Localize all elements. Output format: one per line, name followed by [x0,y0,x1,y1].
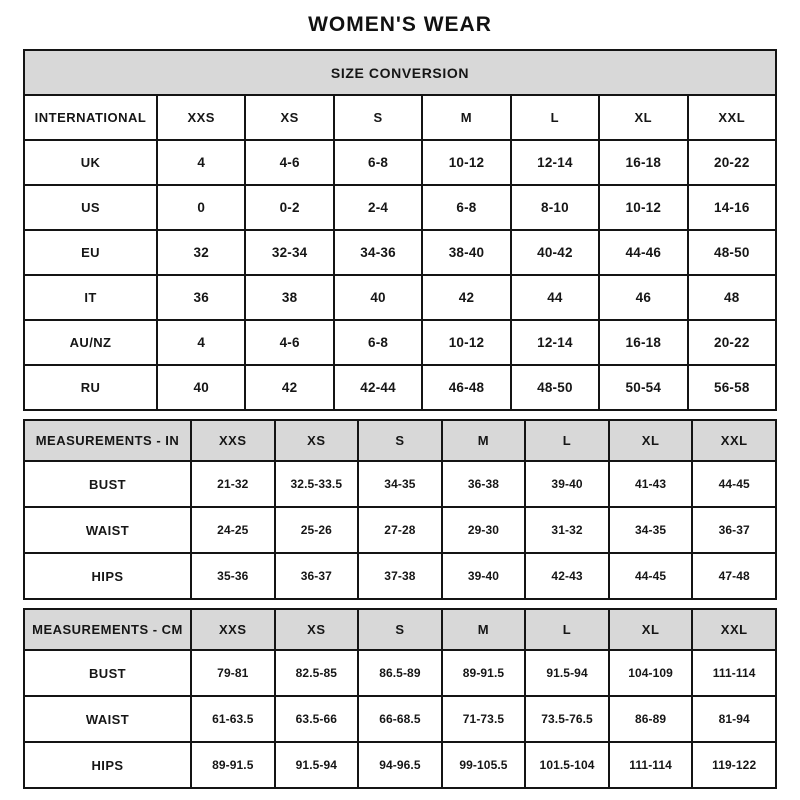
row-label: US [24,185,157,230]
size-cell: 12-14 [511,140,599,185]
measure-cell: 111-114 [609,742,693,788]
table-row-uk [24,140,776,185]
measure-cell: 27-28 [358,507,442,553]
measure-cell: 42-43 [525,553,609,599]
size-cell: 32 [157,230,245,275]
measure-cell: 66-68.5 [358,696,442,742]
row-label: HIPS [24,553,191,599]
row-label: BUST [24,650,191,696]
measure-cell: 34-35 [358,461,442,507]
size-cell: 46-48 [422,365,510,410]
size-cell: 50-54 [599,365,687,410]
size-cell: 6-8 [422,185,510,230]
column-header-m: M [422,95,510,140]
measure-cell: 39-40 [442,553,526,599]
table-row-it [24,275,776,320]
column-header-xl: XL [599,95,687,140]
page-title: WOMEN'S WEAR [308,13,492,36]
measure-cell: 44-45 [609,553,693,599]
table-row-aunz [24,320,776,365]
size-cell: 42 [422,275,510,320]
column-header-xxl: XXL [688,95,776,140]
column-header-international: INTERNATIONAL [24,95,157,140]
size-cell: 0-2 [245,185,333,230]
column-header-xxs: XXS [191,609,275,650]
measure-cell: 34-35 [609,507,693,553]
column-header-xxl: XXL [692,420,776,461]
size-cell: 10-12 [422,140,510,185]
column-header-xxs: XXS [157,95,245,140]
size-cell: 36 [157,275,245,320]
size-cell: 40 [334,275,422,320]
size-cell: 40 [157,365,245,410]
size-cell: 44-46 [599,230,687,275]
measure-cell: 35-36 [191,553,275,599]
measure-cell: 21-32 [191,461,275,507]
measurements-in-header-row [24,420,776,461]
size-cell: 34-36 [334,230,422,275]
size-cell: 14-16 [688,185,776,230]
measurements-cm-table [23,608,777,789]
measure-cell: 41-43 [609,461,693,507]
size-cell: 20-22 [688,320,776,365]
measure-cell: 24-25 [191,507,275,553]
measure-cell: 89-91.5 [191,742,275,788]
row-label: WAIST [24,696,191,742]
measure-cell: 71-73.5 [442,696,526,742]
column-header-xs: XS [275,420,359,461]
row-label: UK [24,140,157,185]
size-guide-sheet [23,0,777,789]
table-row-eu [24,230,776,275]
measure-cell: 44-45 [692,461,776,507]
row-label: EU [24,230,157,275]
size-cell: 38-40 [422,230,510,275]
measure-cell: 91.5-94 [525,650,609,696]
column-header-s: S [358,609,442,650]
size-cell: 56-58 [688,365,776,410]
measure-cell: 89-91.5 [442,650,526,696]
size-cell: 42-44 [334,365,422,410]
measure-cell: 73.5-76.5 [525,696,609,742]
measure-cell: 82.5-85 [275,650,359,696]
column-header-l: L [525,420,609,461]
column-header-l: L [511,95,599,140]
row-label: HIPS [24,742,191,788]
table-row-bust-in [24,461,776,507]
row-label: IT [24,275,157,320]
measure-cell: 111-114 [692,650,776,696]
measure-cell: 81-94 [692,696,776,742]
column-header-xl: XL [609,420,693,461]
size-cell: 20-22 [688,140,776,185]
measure-cell: 47-48 [692,553,776,599]
size-cell: 32-34 [245,230,333,275]
size-cell: 4 [157,140,245,185]
measure-cell: 61-63.5 [191,696,275,742]
measurements-cm-header-row [24,609,776,650]
measure-cell: 31-32 [525,507,609,553]
table-row-waist-in [24,507,776,553]
measurements-cm-header: MEASUREMENTS - CM [24,609,191,650]
measurements-in-header: MEASUREMENTS - IN [24,420,191,461]
measure-cell: 119-122 [692,742,776,788]
measurements-in-table [23,419,777,600]
size-cell: 6-8 [334,320,422,365]
size-cell: 42 [245,365,333,410]
row-label: WAIST [24,507,191,553]
size-cell: 10-12 [599,185,687,230]
row-label: RU [24,365,157,410]
measure-cell: 99-105.5 [442,742,526,788]
measure-cell: 101.5-104 [525,742,609,788]
size-cell: 4-6 [245,140,333,185]
measure-cell: 79-81 [191,650,275,696]
row-label: BUST [24,461,191,507]
size-cell: 16-18 [599,320,687,365]
column-header-xxs: XXS [191,420,275,461]
size-cell: 6-8 [334,140,422,185]
table-row-bust-cm [24,650,776,696]
table-row-hips-in [24,553,776,599]
column-header-s: S [358,420,442,461]
measure-cell: 36-37 [275,553,359,599]
measure-cell: 86.5-89 [358,650,442,696]
size-cell: 44 [511,275,599,320]
column-header-xs: XS [275,609,359,650]
size-cell: 12-14 [511,320,599,365]
measure-cell: 86-89 [609,696,693,742]
size-cell: 40-42 [511,230,599,275]
column-header-xs: XS [245,95,333,140]
size-cell: 2-4 [334,185,422,230]
size-conversion-band-row [24,50,776,95]
size-conversion-column-header-row [24,95,776,140]
column-header-l: L [525,609,609,650]
size-conversion-header: SIZE CONVERSION [24,50,776,95]
measure-cell: 37-38 [358,553,442,599]
measure-cell: 36-38 [442,461,526,507]
table-row-waist-cm [24,696,776,742]
size-cell: 48-50 [511,365,599,410]
measure-cell: 29-30 [442,507,526,553]
size-cell: 48-50 [688,230,776,275]
size-cell: 46 [599,275,687,320]
table-row-hips-cm [24,742,776,788]
column-header-m: M [442,420,526,461]
size-cell: 4-6 [245,320,333,365]
column-header-m: M [442,609,526,650]
size-cell: 48 [688,275,776,320]
table-row-ru [24,365,776,410]
measure-cell: 104-109 [609,650,693,696]
size-cell: 16-18 [599,140,687,185]
measure-cell: 94-96.5 [358,742,442,788]
measure-cell: 36-37 [692,507,776,553]
column-header-xxl: XXL [692,609,776,650]
size-cell: 0 [157,185,245,230]
size-cell: 4 [157,320,245,365]
size-cell: 38 [245,275,333,320]
measure-cell: 32.5-33.5 [275,461,359,507]
row-label: AU/NZ [24,320,157,365]
measure-cell: 63.5-66 [275,696,359,742]
measure-cell: 91.5-94 [275,742,359,788]
measure-cell: 39-40 [525,461,609,507]
size-cell: 8-10 [511,185,599,230]
table-row-us [24,185,776,230]
column-header-xl: XL [609,609,693,650]
measure-cell: 25-26 [275,507,359,553]
size-cell: 10-12 [422,320,510,365]
column-header-s: S [334,95,422,140]
size-conversion-table [23,49,777,411]
